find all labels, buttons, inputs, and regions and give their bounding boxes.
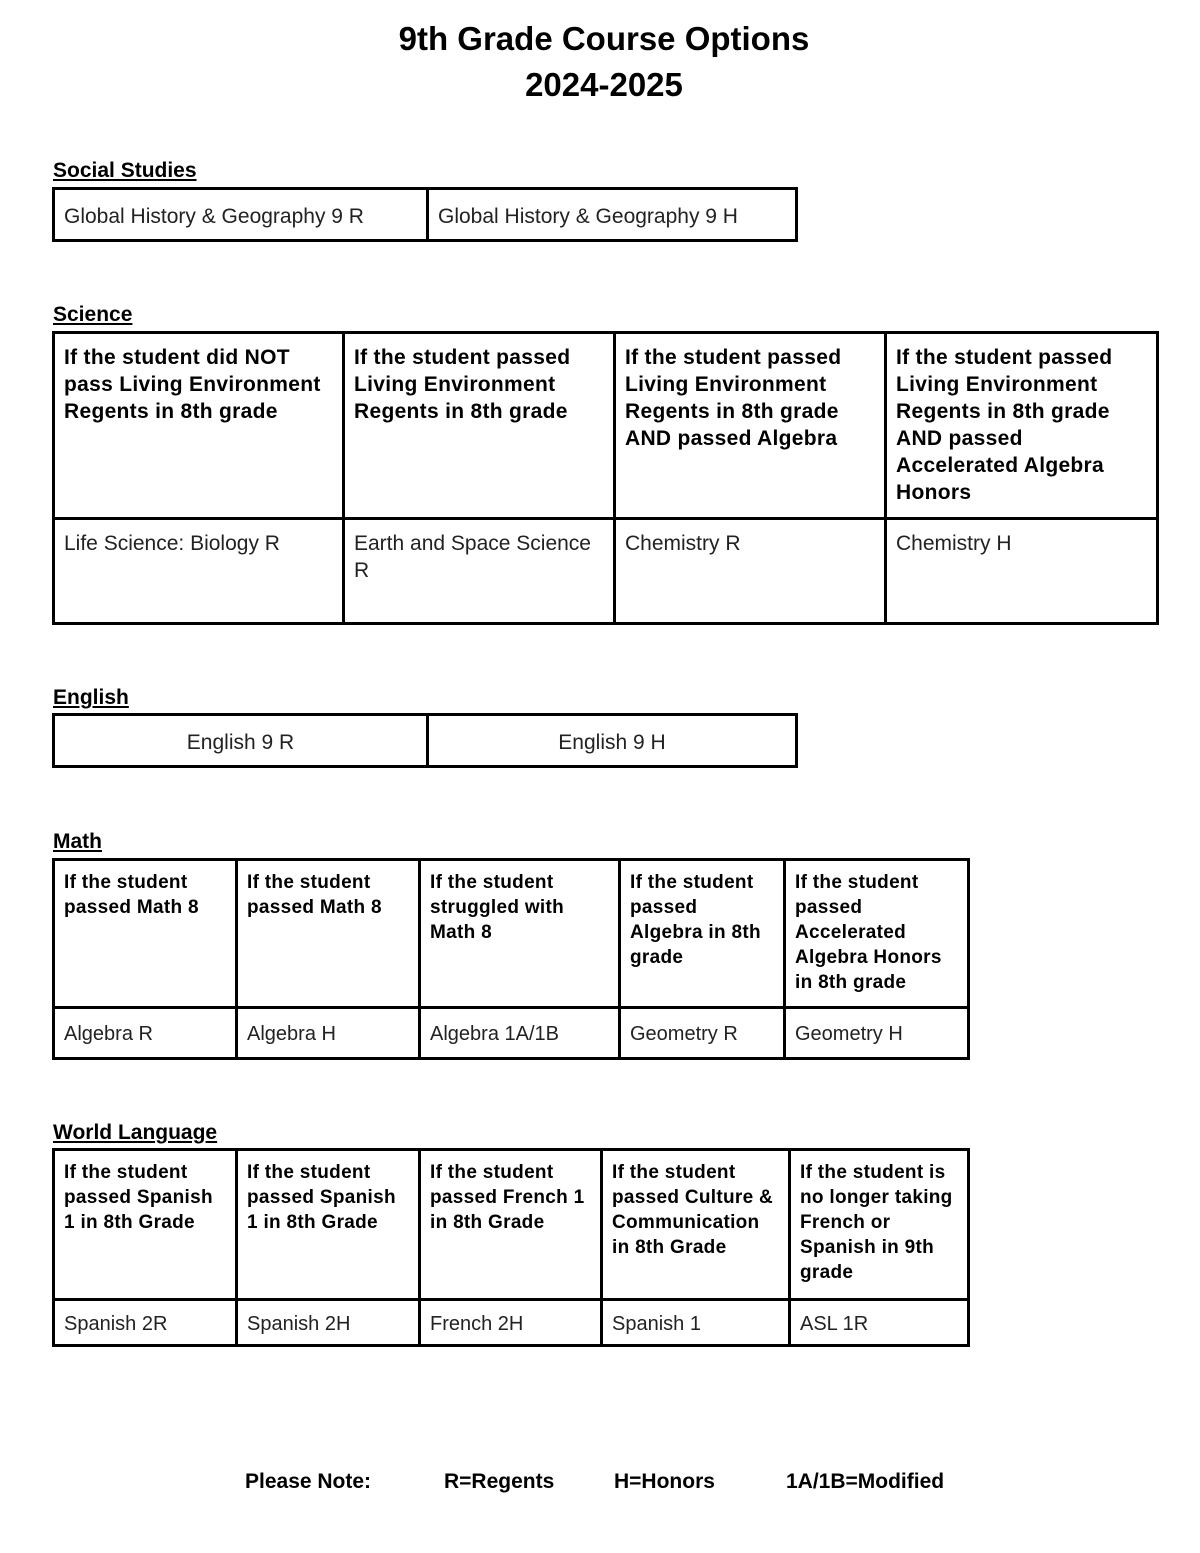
section-label-world-language: World Language bbox=[53, 1121, 218, 1144]
condition-header: If the student passed Culture & Communication in 8th Grade bbox=[602, 1150, 790, 1300]
condition-header: If the student struggled with Math 8 bbox=[420, 860, 620, 1008]
math-table bbox=[52, 858, 970, 1060]
note-label: Please Note: bbox=[245, 1470, 372, 1493]
english-table bbox=[52, 713, 798, 768]
course-cell: Global History & Geography 9 R bbox=[54, 189, 428, 241]
condition-header: If the student passed Living Environment Regents in 8th grade bbox=[344, 333, 615, 519]
section-label-math: Math bbox=[53, 830, 102, 853]
condition-header: If the student passed French 1 in 8th Grade bbox=[420, 1150, 602, 1300]
section-label-social-studies: Social Studies bbox=[53, 159, 197, 182]
science-table bbox=[52, 331, 1159, 625]
condition-header: If the student passed Spanish 1 in 8th Grade bbox=[54, 1150, 237, 1300]
course-cell: Spanish 2R bbox=[54, 1300, 237, 1346]
course-cell: French 2H bbox=[420, 1300, 602, 1346]
condition-header: If the student passed Living Environment Regents in 8th grade AND passed Algebra bbox=[615, 333, 886, 519]
course-cell: English 9 H bbox=[428, 715, 797, 767]
course-cell: Spanish 1 bbox=[602, 1300, 790, 1346]
condition-header: If the student passed Algebra in 8th grade bbox=[620, 860, 785, 1008]
note-honors: H=Honors bbox=[614, 1470, 715, 1493]
condition-header: If the student passed Living Environment Regents in 8th grade AND passed Accelerated Algebra Honors bbox=[886, 333, 1158, 519]
course-cell: Algebra 1A/1B bbox=[420, 1008, 620, 1059]
condition-header: If the student passed Spanish 1 in 8th Grade bbox=[237, 1150, 420, 1300]
course-cell: Spanish 2H bbox=[237, 1300, 420, 1346]
course-cell: Geometry R bbox=[620, 1008, 785, 1059]
school-year: 2024-2025 bbox=[525, 66, 683, 103]
course-cell: Earth and Space Science R bbox=[344, 519, 615, 624]
course-cell: Life Science: Biology R bbox=[54, 519, 344, 624]
note-regents: R=Regents bbox=[444, 1470, 555, 1493]
page-title: 9th Grade Course Options bbox=[398, 20, 810, 57]
course-cell: ASL 1R bbox=[790, 1300, 969, 1346]
note-modified: 1A/1B=Modified bbox=[786, 1470, 945, 1493]
condition-header: If the student passed Math 8 bbox=[237, 860, 420, 1008]
course-cell: Chemistry H bbox=[886, 519, 1158, 624]
section-label-english: English bbox=[53, 686, 129, 709]
section-label-science: Science bbox=[53, 303, 133, 326]
condition-header: If the student did NOT pass Living Environment Regents in 8th grade bbox=[54, 333, 344, 519]
course-cell: Algebra H bbox=[237, 1008, 420, 1059]
condition-header: If the student passed Accelerated Algebra Honors in 8th grade bbox=[785, 860, 969, 1008]
course-cell: Global History & Geography 9 H bbox=[428, 189, 797, 241]
condition-header: If the student is no longer taking French or Spanish in 9th grade bbox=[790, 1150, 969, 1300]
world-language-table bbox=[52, 1148, 970, 1347]
social-studies-table bbox=[52, 187, 798, 242]
course-cell: Geometry H bbox=[785, 1008, 969, 1059]
condition-header: If the student passed Math 8 bbox=[54, 860, 237, 1008]
course-cell: English 9 R bbox=[54, 715, 428, 767]
course-cell: Chemistry R bbox=[615, 519, 886, 624]
course-cell: Algebra R bbox=[54, 1008, 237, 1059]
